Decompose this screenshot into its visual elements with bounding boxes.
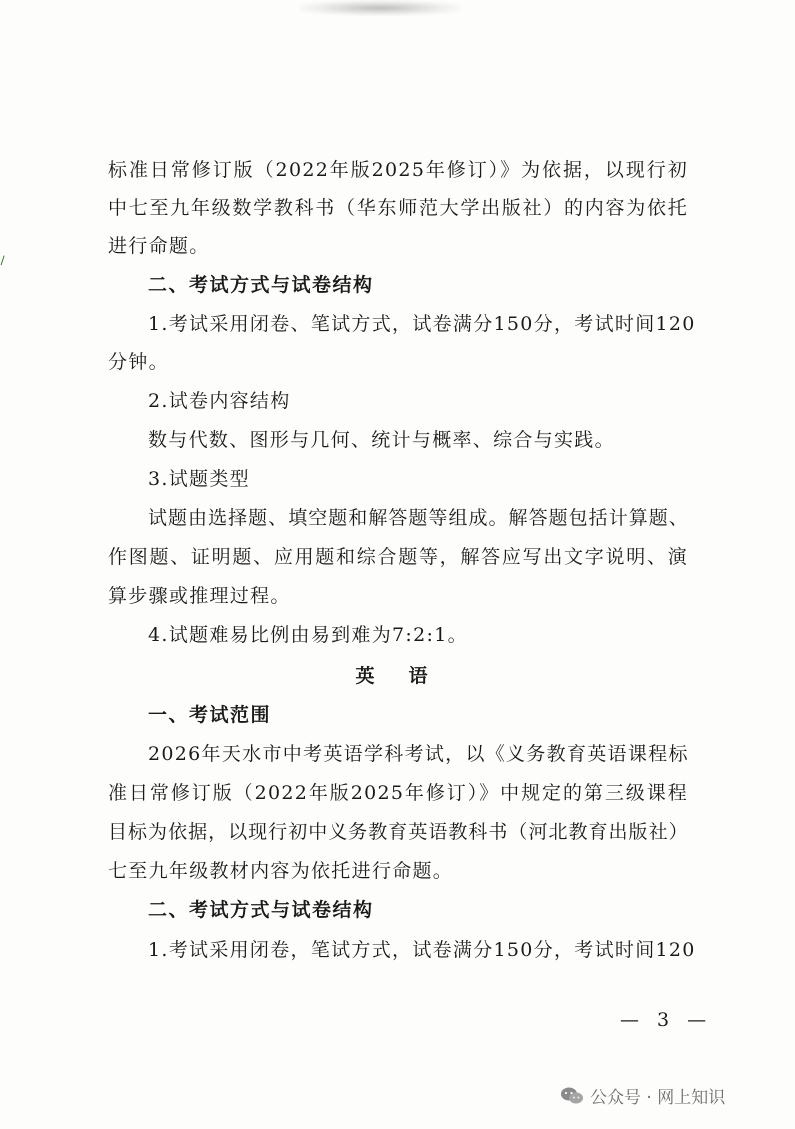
item-title: 2.试卷内容结构 bbox=[148, 390, 291, 412]
paragraph-line: 1.考试采用闭卷、笔试方式，试卷满分150分，考试时间120 bbox=[148, 313, 696, 335]
paragraph-line: 进行命题。 bbox=[108, 235, 210, 257]
paragraph-line: 准日常修订版（2022年版2025年修订）》中规定的第三级课程 bbox=[108, 782, 688, 804]
page-number: — 3 — bbox=[620, 1009, 713, 1031]
paragraph-line: 数与代数、图形与几何、统计与概率、综合与实践。 bbox=[148, 429, 615, 451]
wechat-official-account-icon bbox=[560, 1086, 584, 1106]
watermark bbox=[560, 1083, 725, 1108]
item-title: 3.试题类型 bbox=[148, 468, 250, 490]
margin-mark bbox=[1, 255, 9, 266]
paragraph-line: 标准日常修订版（2022年版2025年修订）》为依据，以现行初 bbox=[108, 159, 688, 181]
subject-title: 英语 bbox=[355, 665, 462, 687]
section-heading: 一、考试范围 bbox=[148, 704, 272, 726]
paragraph-line: 中七至九年级数学教科书（华东师范大学出版社）的内容为依托 bbox=[108, 197, 688, 219]
paragraph-line: 2026年天水市中考英语学科考试，以《义务教育英语课程标 bbox=[148, 743, 689, 765]
watermark-text: 公众号 · 网上知识 bbox=[590, 1088, 726, 1108]
section-heading: 二、考试方式与试卷结构 bbox=[148, 274, 374, 296]
paragraph-line: 算步骤或推理过程。 bbox=[108, 585, 291, 607]
paragraph-line: 试题由选择题、填空题和解答题等组成。解答题包括计算题、 bbox=[148, 507, 688, 529]
paragraph-line: 1.考试采用闭卷，笔试方式，试卷满分150分，考试时间120 bbox=[148, 939, 696, 961]
scan-smudge bbox=[300, 0, 460, 16]
paragraph-line: 4.试题难易比例由易到难为7:2:1。 bbox=[148, 624, 468, 646]
paragraph-line: 作图题、证明题、应用题和综合题等，解答应写出文字说明、演 bbox=[108, 546, 688, 568]
section-heading: 二、考试方式与试卷结构 bbox=[148, 899, 374, 921]
paragraph-line: 分钟。 bbox=[108, 351, 169, 373]
paragraph-line: 目标为依据，以现行初中义务教育英语教科书（河北教育出版社） bbox=[108, 821, 688, 843]
paragraph-line: 七至九年级教材内容为依托进行命题。 bbox=[108, 860, 454, 882]
